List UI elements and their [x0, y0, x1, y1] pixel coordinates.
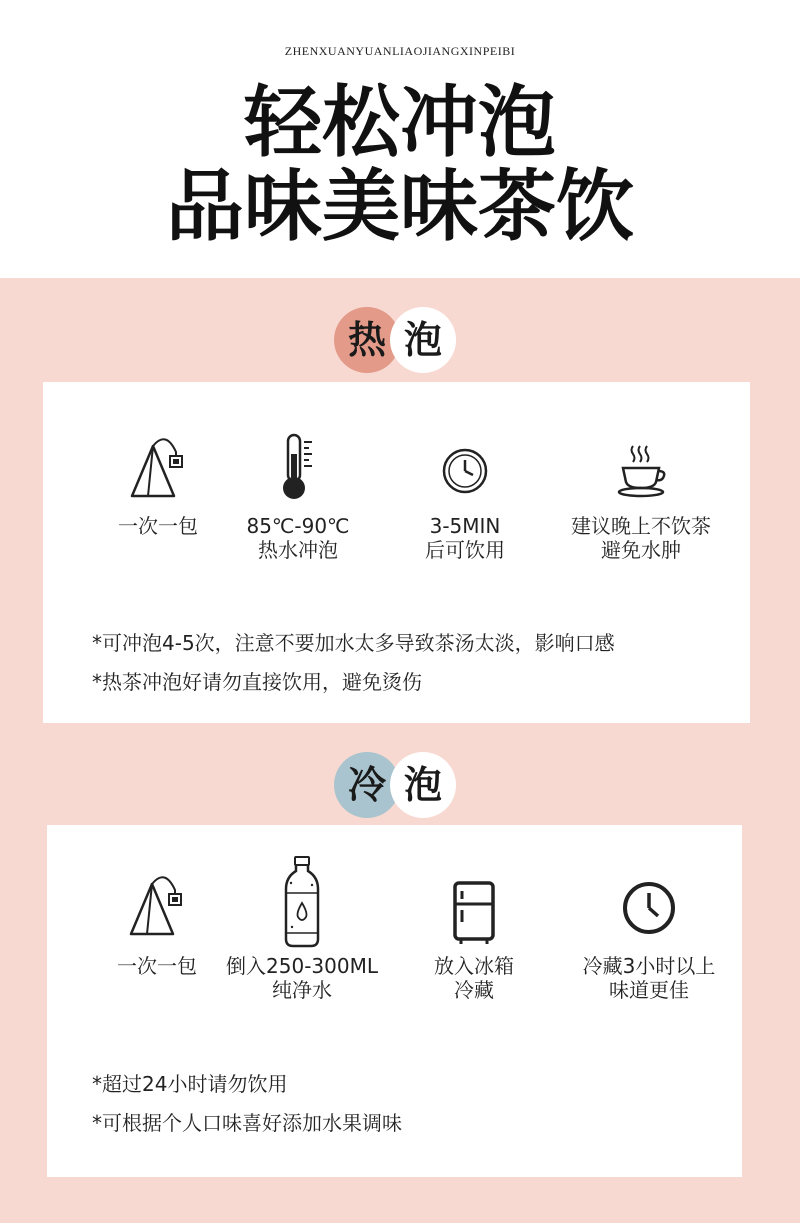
hot-brew-card: [43, 382, 750, 723]
pinyin-subtitle: ZHENXUANYUANLIAOJIANGXINPEIBI: [284, 44, 516, 58]
thermometer-icon: [278, 432, 318, 502]
cold-step-3: [384, 875, 564, 1015]
cold-step-4: [559, 880, 739, 1020]
hot-step-4-line2: 避免水肿: [601, 538, 681, 562]
cold-badge-char-2: 泡: [390, 752, 456, 818]
cold-note-1: *超过24小时请勿饮用: [92, 1072, 288, 1096]
hot-step-1-label: 一次一包: [118, 514, 198, 538]
cold-step-4-line1: 冷藏3小时以上: [582, 954, 716, 978]
hot-note-2: *热茶冲泡好请勿直接饮用，避免烫伤: [92, 670, 422, 694]
water-bottle-icon: [282, 855, 322, 949]
cold-step-2-line2: 纯净水: [272, 978, 332, 1002]
cold-step-4-line2: 味道更佳: [609, 978, 689, 1002]
cold-step-1-label: 一次一包: [117, 954, 197, 978]
hot-step-2-line1: 85℃-90℃: [246, 514, 350, 538]
hot-step-3-line2: 后可饮用: [425, 538, 505, 562]
hot-badge-char-1: 热: [334, 307, 400, 373]
hot-brew-badge: [334, 307, 456, 373]
hot-step-4: [551, 432, 731, 562]
cold-step-2-line1: 倒入250-300ML: [226, 954, 378, 978]
hot-tea-cup-icon: [613, 442, 669, 498]
clock-icon: [441, 447, 489, 495]
cold-brew-badge: [334, 752, 456, 818]
hot-step-3: [375, 432, 555, 562]
title-line-1: 轻松冲泡: [243, 78, 556, 168]
title-line-2: 品味美味茶饮: [165, 162, 634, 252]
hot-step-3-line1: 3-5MIN: [429, 514, 501, 538]
tea-bag-icon: [128, 432, 188, 502]
tea-bag-icon: [127, 870, 187, 940]
hot-note-1: *可冲泡4-5次，注意不要加水太多导致茶汤太淡，影响口感: [92, 631, 615, 655]
cold-step-3-line1: 放入冰箱: [434, 954, 514, 978]
hot-step-2: [208, 432, 388, 562]
clock-icon: [621, 880, 677, 936]
header-section: [0, 0, 800, 278]
cold-step-2: [212, 855, 392, 1015]
cold-note-2: *可根据个人口味喜好添加水果调味: [92, 1111, 402, 1135]
hot-step-4-line1: 建议晚上不饮茶: [571, 514, 711, 538]
hot-badge-char-2: 泡: [390, 307, 456, 373]
cold-brew-card: [47, 825, 742, 1177]
cold-badge-char-1: 冷: [334, 752, 400, 818]
hot-step-2-line2: 热水冲泡: [258, 538, 338, 562]
refrigerator-icon: [451, 880, 497, 946]
cold-step-3-line2: 冷藏: [454, 978, 494, 1002]
